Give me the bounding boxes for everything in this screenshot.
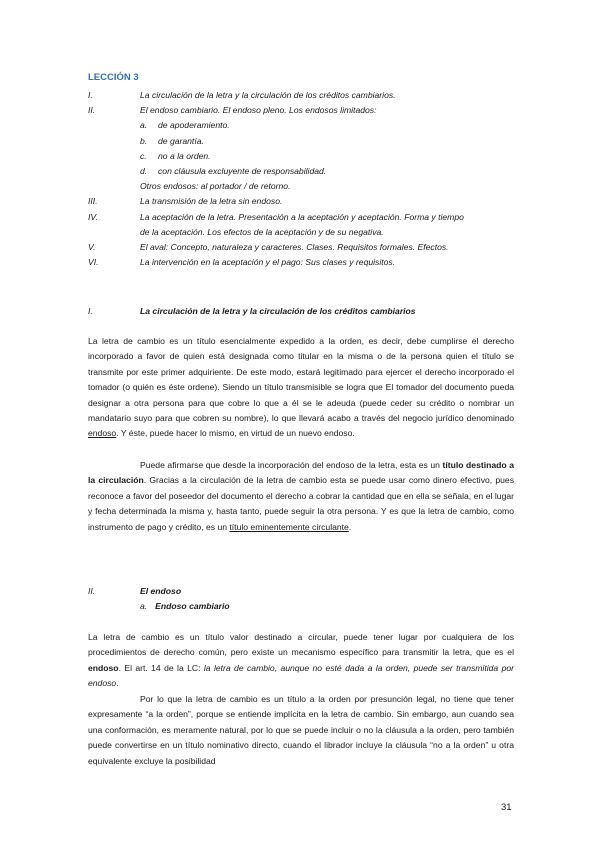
toc-item	[88, 103, 528, 118]
underlined-term: endoso	[88, 428, 117, 439]
toc-item	[88, 255, 528, 270]
paragraph	[88, 334, 514, 442]
toc-subitem-letter: a.	[140, 120, 148, 131]
toc-number: I.	[88, 90, 93, 100]
italic-quote: la letra de cambio, aunque no esté dada a la orden, puede ser transmitida por endoso	[88, 662, 515, 689]
section-heading	[88, 586, 181, 596]
toc-number: II.	[88, 105, 96, 116]
toc-subitem-text: con cláusula excluyente de responsabilidad.	[158, 166, 327, 177]
toc-number: VI.	[88, 257, 99, 268]
paragraph-text: La letra de cambio es un título valor destinado a circular, puede tener lugar por cualquiera de los procedimientos de derecho común, pero existe un mecanismo específico para transmitir la letra, que es el	[88, 632, 514, 658]
toc-subitem-text: de apoderamiento.	[158, 120, 230, 131]
toc-subitem-letter: c.	[140, 150, 147, 161]
toc-text: La aceptación de la letra. Presentación a la aceptación y aceptación. Forma y tiempo	[140, 211, 464, 222]
toc-subitem	[88, 149, 528, 164]
toc-item	[88, 88, 528, 103]
paragraph-text: . Gracias a la circulación de la letra de cambio esta se puede usar como dinero efectivo, pues reconoce a favor del poseedor del documento el derecho a cobrar la cantidad que en ella se señala, en el lugar y fecha determinada la misma y, hasta tanto, puede seguir la otra persona. Y es que la letra de cambio, como instrumento de pago y crédito, es un	[88, 475, 514, 532]
subsection-title: Endoso cambiario	[155, 601, 230, 611]
paragraph-text: Por lo que la letra de cambio es un título a la orden por presunción legal, no tiene que tener expresamente “a la orden”, porque se entiende implícita en la letra de cambio. Sin embargo, aun cuando sea una conformación, es meramente natural, por lo que se puede incluir o no la cláusula a la orden, pero también puede convertirse en un título nominativo directo, cuando el librador incluye la cláusula “no a la orden” u otra equivalente excluye la posibilidad	[88, 694, 514, 766]
section-number: II.	[88, 586, 96, 596]
toc-subitem-text: de garantía.	[158, 135, 204, 146]
section-title: El endoso	[140, 586, 182, 596]
paragraph-text: .	[348, 521, 352, 532]
paragraph-text: .	[116, 678, 119, 689]
bold-term: título destinado a la circulación	[88, 460, 514, 486]
paragraph-text: . Y éste, puede hacer lo mismo, en virtud de un nuevo endoso.	[116, 428, 355, 439]
paragraph	[88, 692, 514, 769]
lesson-title: LECCIÓN 3	[88, 72, 139, 83]
section-number: I.	[88, 306, 93, 316]
toc-text: La transmisión de la letra sin endoso.	[140, 196, 283, 207]
section-title: La circulación de la letra y la circulación de los créditos cambiarios	[140, 306, 416, 316]
subsection-heading	[140, 601, 230, 611]
toc-subitem	[88, 118, 528, 133]
toc-subitem	[88, 164, 528, 179]
section-heading	[88, 306, 416, 316]
paragraph-text: La letra de cambio es un título esencialmente expedido a la orden, es decir, debe cumplirse el derecho incorporado a favor de quien está designada como titular en la misma o de la persona quien el título se transmite por este primer adquiriente. De este modo, estará legitimado para ejercer el derecho incorporado el tomador (o quién es éste ordene). Siendo un título transmisible se logra que El tomador del documento pueda designar a otra persona para que cobre lo que a él se le adeuda (puede ceder su crédito o nombrar un mandatario suyo para que cobren su nombre), lo que llevará acabo a través del negocio jurídico denominado	[88, 336, 514, 424]
page-number: 31	[501, 802, 512, 813]
toc-subitem-letter: b.	[140, 135, 148, 146]
toc-plain-item: Otros endosos: al portador / de retorno.	[140, 181, 291, 192]
paragraph	[88, 630, 514, 692]
toc-text-continuation: de la aceptación. Los efectos de la aceptación y de su negativa.	[140, 226, 384, 237]
paragraph-text: Puede afirmarse que desde la incorporación del endoso de la letra, esta es un	[140, 460, 443, 470]
toc-number: V.	[88, 242, 96, 253]
bold-term: endoso	[88, 662, 119, 673]
paragraph-text: . El art. 14 de la LC:	[118, 662, 204, 673]
toc-subitem-text: no a la orden.	[158, 150, 211, 161]
toc-text: El aval: Concepto, naturaleza y caracteres. Clases. Requisitos formales. Efectos.	[140, 242, 449, 253]
toc-text: La intervención en la aceptación y el pago: Sus clases y requisitos.	[140, 257, 396, 268]
toc-text: El endoso cambiario. El endoso pleno. Los endosos limitados:	[140, 105, 377, 116]
paragraph	[88, 458, 514, 535]
toc-item	[88, 210, 528, 225]
toc-text: La circulación de la letra y la circulación de los créditos cambiarios.	[140, 90, 396, 100]
toc-subitem-letter: d.	[140, 166, 148, 177]
table-of-contents	[88, 88, 528, 270]
toc-subitem	[88, 134, 528, 149]
subsection-letter: a.	[140, 601, 148, 611]
toc-number: III.	[88, 196, 98, 207]
toc-number: IV.	[88, 211, 98, 222]
toc-item	[88, 240, 528, 255]
underlined-term: título eminentemente circulante	[229, 521, 349, 532]
toc-item	[88, 194, 528, 209]
